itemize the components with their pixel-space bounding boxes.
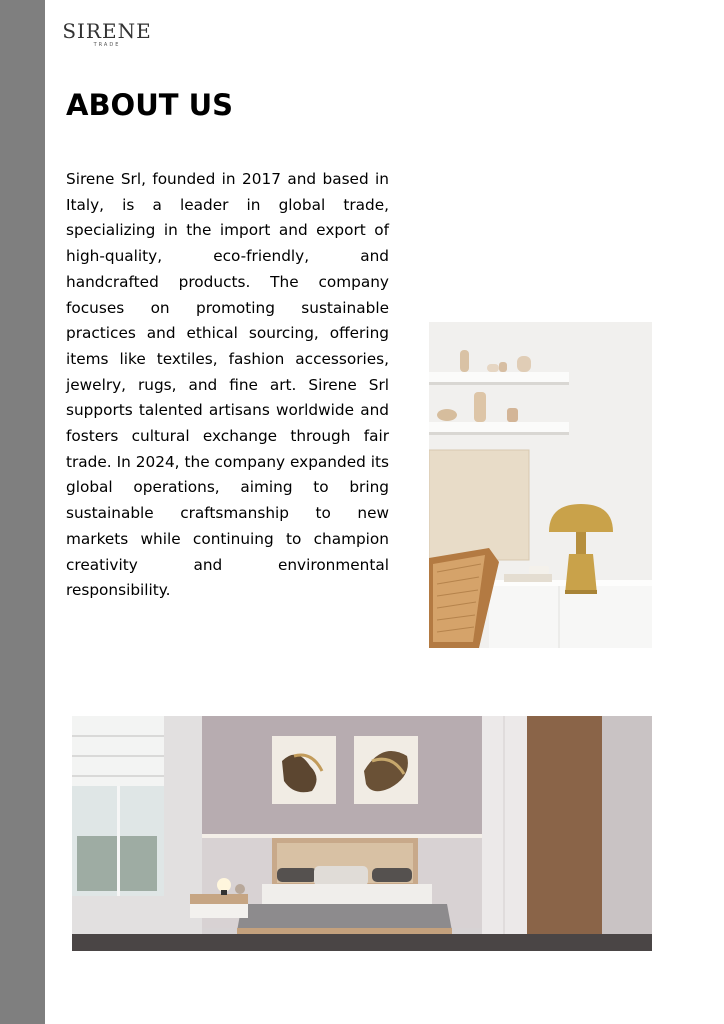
about-paragraph: Sirene Srl, founded in 2017 and based in Italy, is a leader in global trade, specializing in the import and export of high-quality, eco-friendly, and handcrafted products. The company focuses on promoting sustainable practices and ethical sourcing, offering items like textiles, fashion accessories, jewelry, rugs, and fine art. Sirene Srl supports talented artisans worldwide and fosters cultural exchange through fair trade. In 2024, the company expanded its global operations, aiming to bring sustainable craftsmanship to new markets while continuing to champion creativity and environmental responsibility. <box>66 170 389 600</box>
bedroom-photo <box>72 716 652 951</box>
brand-name: SIRENE <box>62 19 152 43</box>
interior-shelves-photo <box>429 322 652 648</box>
page-title: ABOUT US <box>66 88 234 122</box>
brand-tagline: TRADE <box>93 42 121 48</box>
brand-logo <box>57 20 157 50</box>
left-sidebar-stripe <box>0 0 45 1024</box>
